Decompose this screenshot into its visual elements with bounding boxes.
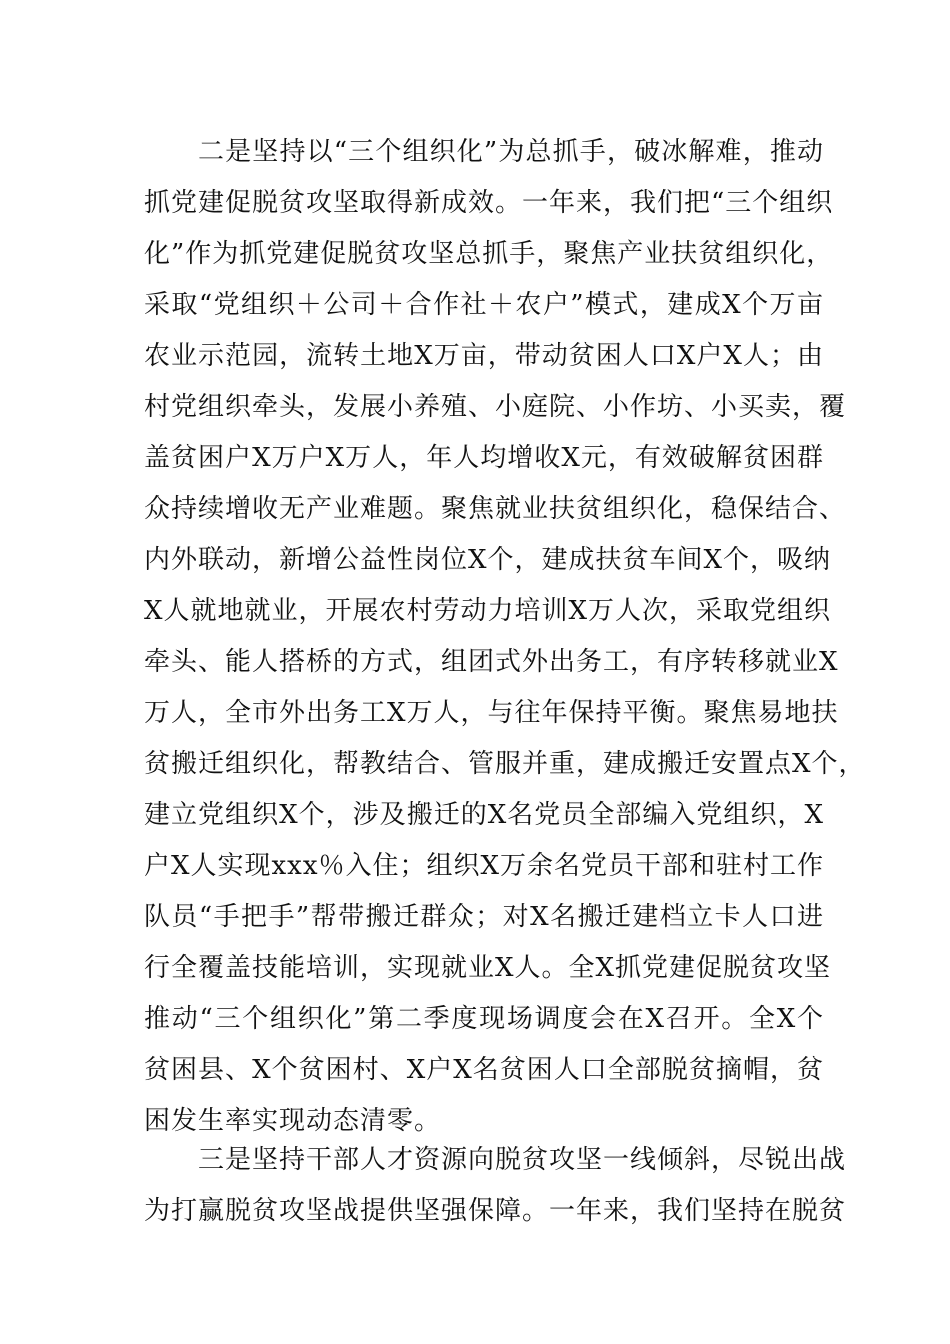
text-line: 户X人实现xxx％入住；组织X万余名党员干部和驻村工作 — [144, 851, 825, 881]
text-line: 众持续增收无产业难题。聚焦就业扶贫组织化，稳保结合、 — [144, 494, 847, 524]
text-line: 建立党组织X个，涉及搬迁的X名党员全部编入党组织，X — [144, 800, 824, 830]
text-line: 牵头、能人搭桥的方式，组团式外出务工，有序转移就业X — [144, 647, 839, 677]
text-line: 内外联动，新增公益性岗位X个，建成扶贫车间X个，吸纳 — [144, 545, 832, 575]
text-line: 化”作为抓党建促脱贫攻坚总抓手，聚焦产业扶贫组织化， — [144, 239, 834, 269]
text-line: 采取“党组织＋公司＋合作社＋农户”模式，建成X个万亩 — [144, 290, 824, 320]
text-line: 困发生率实现动态清零。 — [144, 1106, 442, 1136]
text-line: 村党组织牵头，发展小养殖、小庭院、小作坊、小买卖，覆 — [144, 392, 847, 422]
text-line: X人就地就业，开展农村劳动力培训X万人次，采取党组织 — [144, 596, 832, 626]
text-line: 推动“三个组织化”第二季度现场调度会在X召开。全X个 — [144, 1004, 824, 1034]
text-line: 盖贫困户X万户X万人，年人均增收X元，有效破解贫困群 — [144, 443, 824, 473]
text-line: 贫搬迁组织化，帮教结合、管服并重，建成搬迁安置点X个， — [144, 749, 866, 779]
text-line: 二是坚持以“三个组织化”为总抓手，破冰解难，推动 — [198, 137, 824, 167]
text-line: 队员“手把手”帮带搬迁群众；对X名搬迁建档立卡人口进 — [144, 902, 824, 932]
text-line: 万人，全市外出务工X万人，与往年保持平衡。聚焦易地扶 — [144, 698, 839, 728]
text-line: 抓党建促脱贫攻坚取得新成效。一年来，我们把“三个组织 — [144, 188, 834, 218]
text-line: 农业示范园，流转土地X万亩，带动贫困人口X户X人；由 — [144, 341, 824, 371]
text-line: 贫困县、X个贫困村、X户X名贫困人口全部脱贫摘帽，贫 — [144, 1055, 824, 1085]
text-line: 行全覆盖技能培训，实现就业X人。全X抓党建促脱贫攻坚 — [144, 953, 832, 983]
text-line: 三是坚持干部人才资源向脱贫攻坚一线倾斜，尽锐出战 — [198, 1145, 847, 1175]
text-line: 为打赢脱贫攻坚战提供坚强保障。一年来，我们坚持在脱贫 — [144, 1196, 847, 1226]
